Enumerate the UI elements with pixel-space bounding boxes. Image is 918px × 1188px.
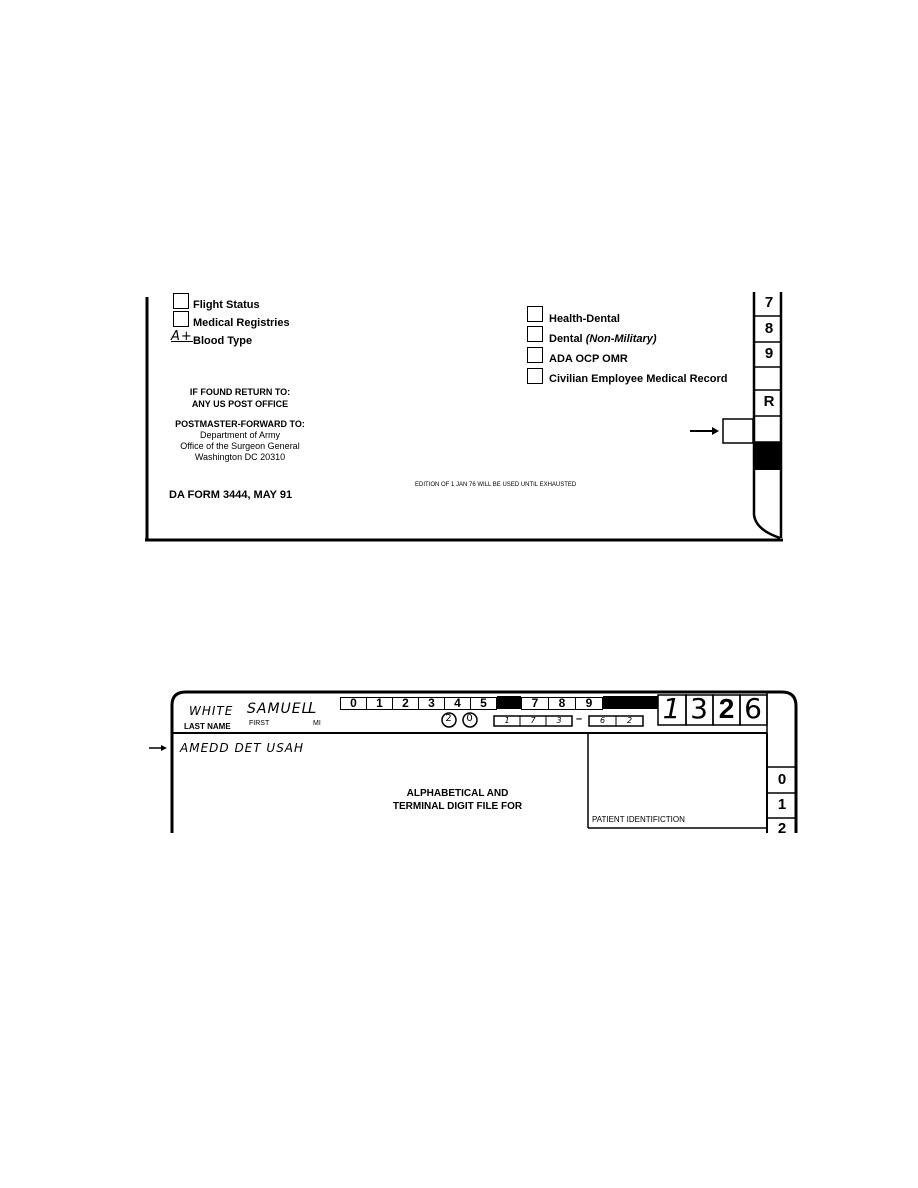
handwritten-mi: L (308, 699, 318, 717)
handwritten-unit: AMEDD DET USAH (180, 741, 305, 755)
tab-9: 9 (764, 345, 774, 362)
tab-2: 2 (777, 821, 787, 833)
blood-type-label: Blood Type (193, 335, 253, 347)
terminal-digit-4: 6 (744, 692, 763, 725)
first-name-label: FIRST (249, 720, 270, 727)
digit-box-4: 4 (444, 697, 471, 710)
handwritten-last-name: WHITE (189, 704, 234, 718)
digit-box-8: 8 (548, 697, 576, 710)
terminal-digit-2: 3 (690, 692, 709, 725)
tab-0: 0 (777, 771, 787, 788)
tab-8: 8 (764, 320, 774, 337)
health-dental-label: Health-Dental (549, 313, 620, 325)
ssn-digit-4: 6 (599, 716, 607, 725)
dental-non-military: (Non-Military) (585, 333, 657, 345)
handwritten-first-name: SAMUEL (247, 701, 311, 717)
digit-box-2: 2 (392, 697, 419, 710)
ssn-digit-2: 7 (530, 716, 537, 725)
edition-note: EDITION OF 1 JAN 76 WILL BE USED UNTIL EXHAUSTED (415, 482, 577, 488)
last-name-label: LAST NAME (184, 722, 231, 731)
tab-r: R (763, 393, 775, 410)
dental-label-text: Dental (549, 333, 583, 345)
digit-box-9: 9 (575, 697, 603, 710)
digit-box-0: 0 (340, 697, 367, 710)
tab-7: 7 (764, 294, 774, 311)
return-line-2: ANY US POST OFFICE (191, 399, 289, 409)
ssn-digit-5: 2 (626, 716, 634, 725)
file-title (370, 787, 545, 813)
digit-box-5: 5 (470, 697, 497, 710)
file-title-line-2: TERMINAL DIGIT FILE FOR (392, 801, 523, 812)
ada-ocp-omr-label: ADA OCP OMR (549, 353, 628, 365)
digit-box-3: 3 (418, 697, 445, 710)
ssn-digit-1: 1 (504, 716, 511, 725)
postmaster-line-2: Department of Army (199, 430, 281, 440)
terminal-digit-1: 1 (662, 692, 682, 725)
civilian-record-label: Civilian Employee Medical Record (549, 373, 728, 385)
postmaster-line-3: Office of the Surgeon General (180, 441, 300, 451)
blood-type-mark: A+ (171, 329, 193, 344)
circled-digit-1: 2 (445, 713, 453, 724)
digit-box-1: 1 (366, 697, 393, 710)
ssn-digit-3: 3 (556, 716, 563, 725)
ssn-dash: – (576, 713, 583, 725)
medical-registries-label: Medical Registries (193, 317, 290, 329)
digit-box-7: 7 (521, 697, 549, 710)
file-title-line-1: ALPHABETICAL AND (406, 788, 509, 799)
form-id: DA FORM 3444, MAY 91 (169, 489, 293, 501)
circled-digit-2: 0 (466, 713, 474, 724)
postmaster-line-4: Washington DC 20310 (194, 452, 286, 462)
terminal-digit-3: 2 (718, 693, 735, 724)
patient-id-label: PATIENT IDENTIFICTION (592, 815, 685, 824)
return-line-1: IF FOUND RETURN TO: (189, 387, 291, 397)
tab-1: 1 (777, 796, 787, 813)
flight-status-label: Flight Status (193, 299, 260, 311)
postmaster-line-1: POSTMASTER-FORWARD TO: (175, 419, 305, 429)
mi-label: MI (313, 720, 321, 727)
